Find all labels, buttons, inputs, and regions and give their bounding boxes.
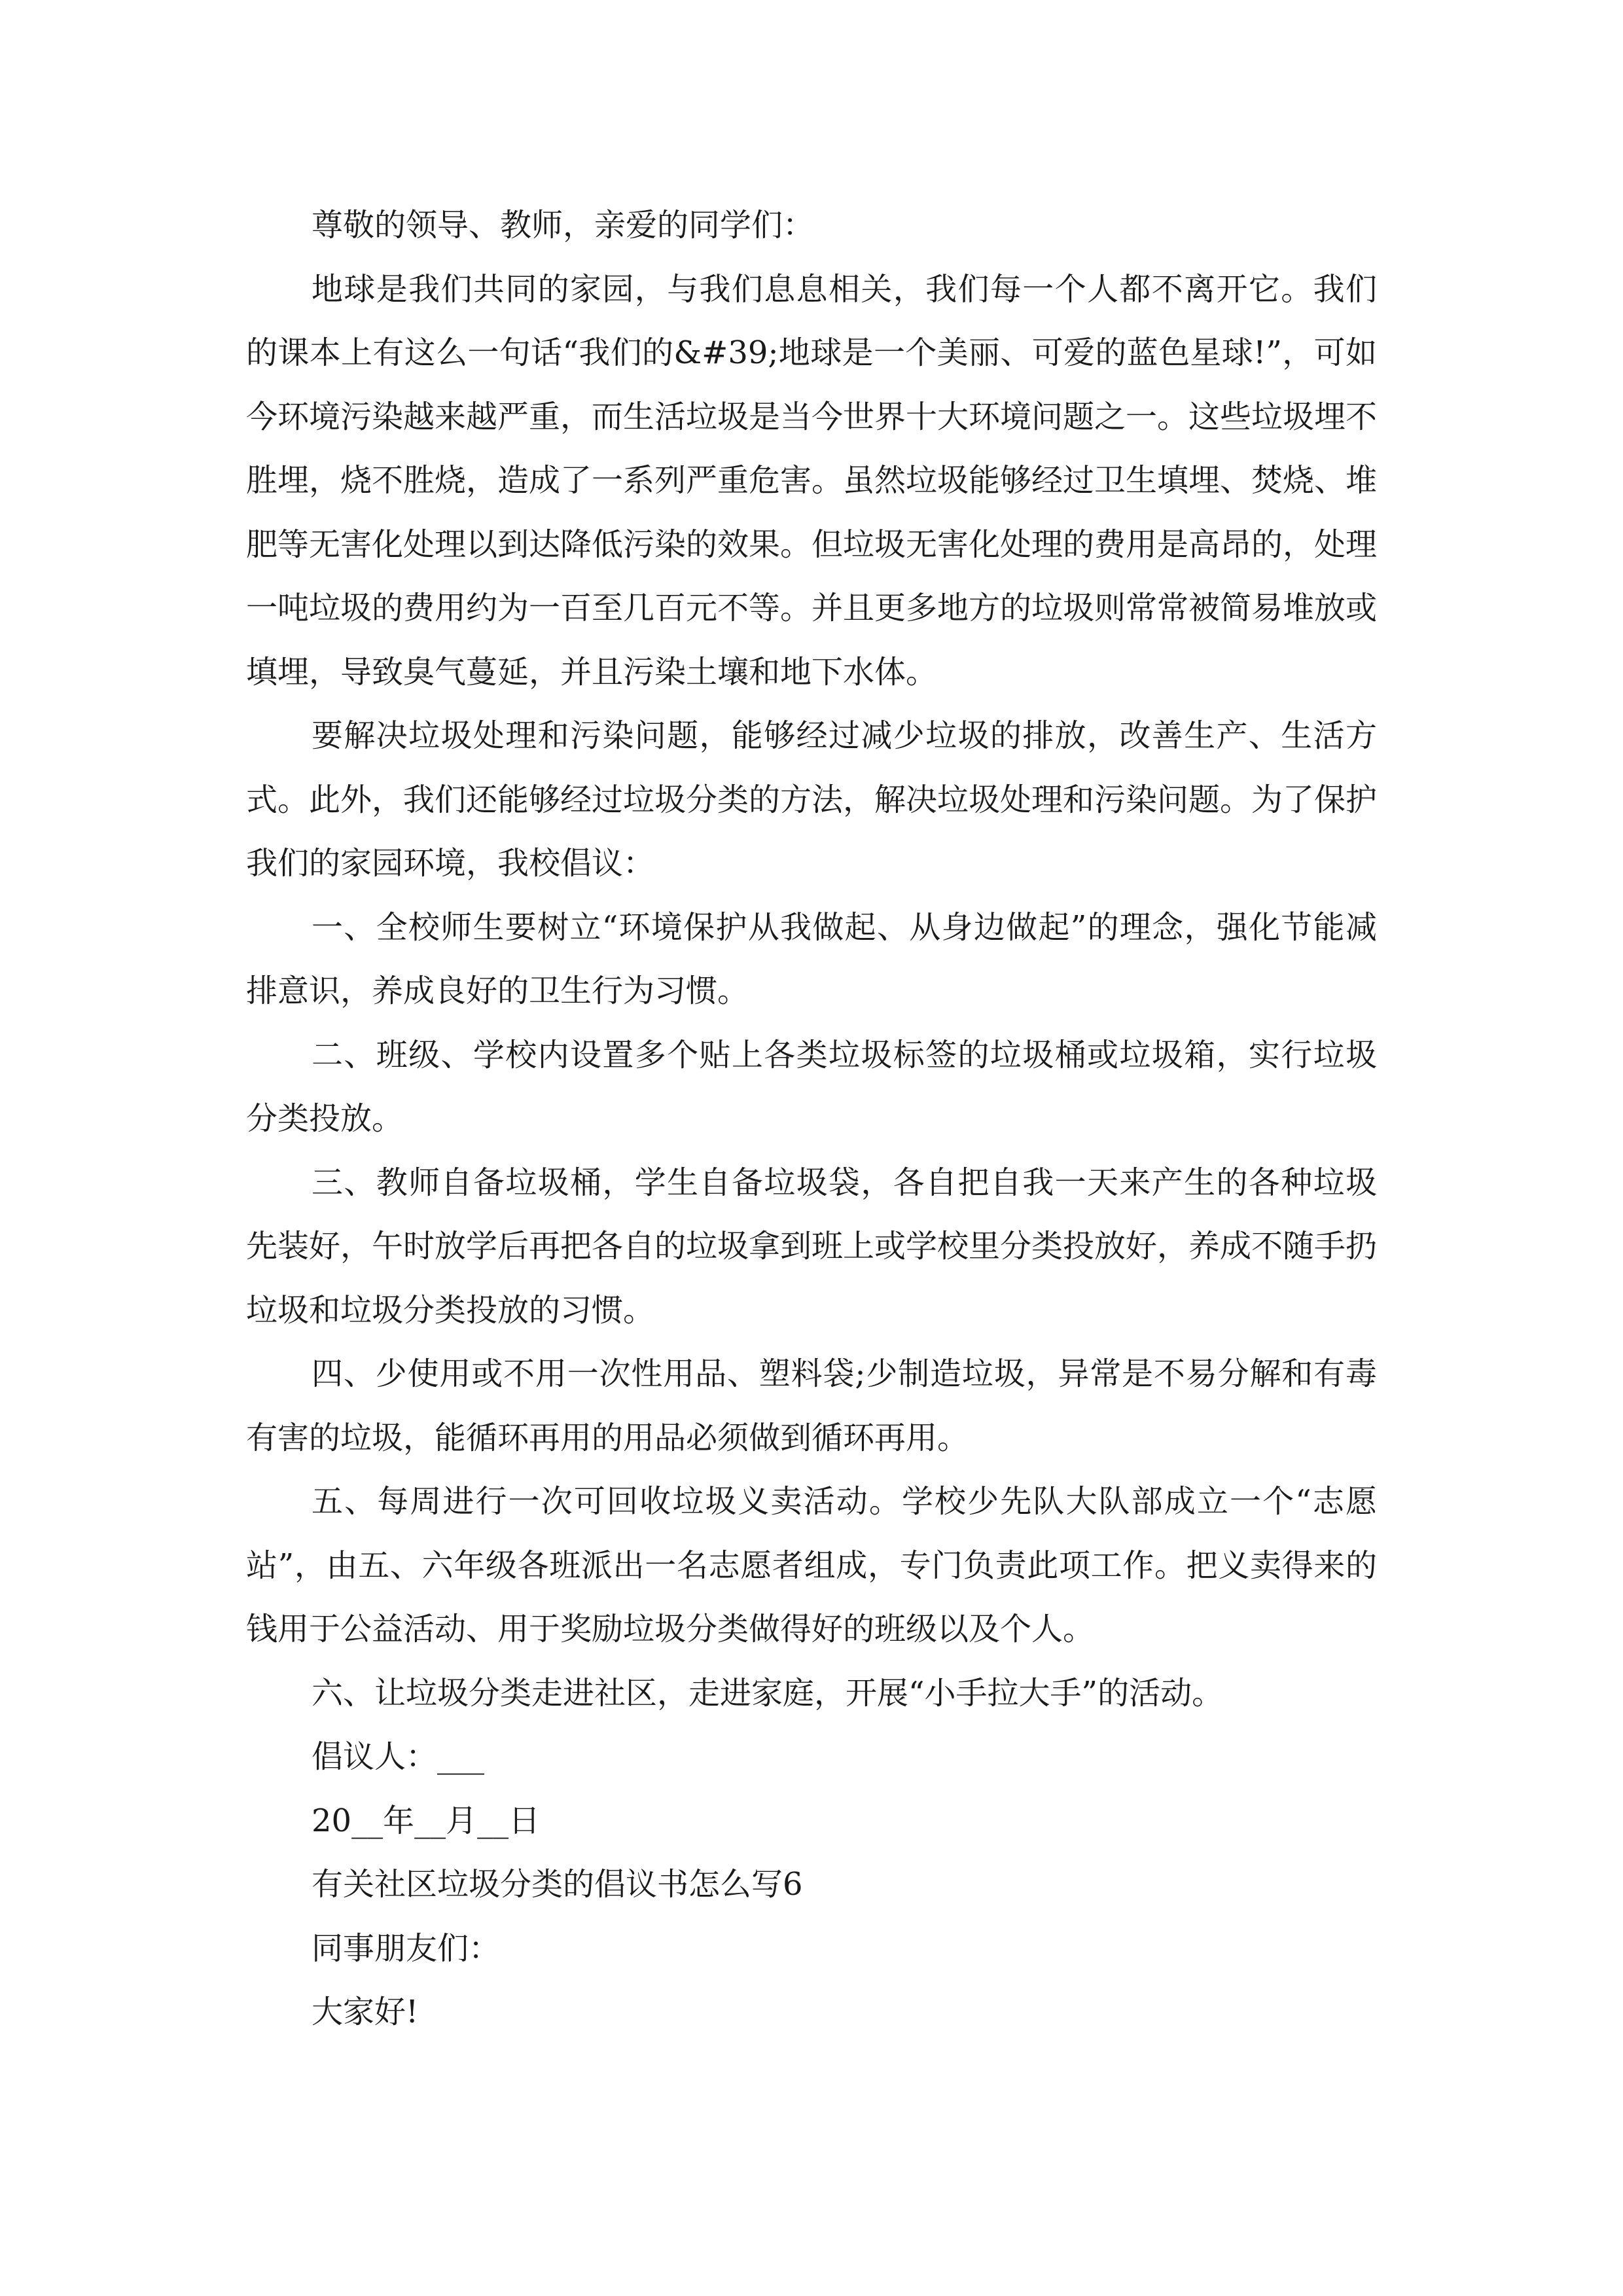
proposal-item-5: 五、每周进行一次可回收垃圾义卖活动。学校少先队大队部成立一个“志愿站”，由五、六年级各班派出一名志愿者组成，专门负责此项工作。把义卖得来的钱用于公益活动、用于奖励垃圾分类做得好的班级以及个人。 xyxy=(246,1483,1377,1647)
salutation: 尊敬的领导、教师，亲爱的同学们： xyxy=(312,207,815,243)
proposal-item-3: 三、教师自备垃圾桶，学生自备垃圾袋，各自把自我一天来产生的各种垃圾先装好，午时放学后再把各自的垃圾拿到班上或学校里分类投放好，养成不随手扔垃圾和垃圾分类投放的习惯。 xyxy=(246,1164,1378,1329)
proposal-item-4: 四、少使用或不用一次性用品、塑料袋;少制造垃圾，异常是不易分解和有毒有害的垃圾，能循环再用的用品必须做到循环再用。 xyxy=(246,1355,1377,1456)
date-line: 20__年__月__日 xyxy=(312,1802,541,1839)
proposal-item-1: 一、全校师生要树立“环境保护从我做起、从身边做起”的理念，强化节能减排意识，养成良好的卫生行为习惯。 xyxy=(246,908,1377,1009)
proposer-signature: 倡议人：___ xyxy=(312,1738,485,1775)
paragraph-1: 地球是我们共同的家园，与我们息息相关，我们每一个人都不离开它。我们的课本上有这么一句话“我们的&#39;地球是一个美丽、可爱的蓝色星球!”，可如今环境污染越来越严重，而生活垃圾是当今世界十大环境问题之一。这些垃圾埋不胜埋，烧不胜烧，造成了一系列严重危害。虽然垃圾能够经过卫生填埋、焚烧、堆肥等无害化处理以到达降低污染的效果。但垃圾无害化处理的费用是高昂的，处理一吨垃圾的费用约为一百至几百元不等。并且更多地方的垃圾则常常被简易堆放或填埋，导致臭气蔓延，并且污染土壤和地下水体。 xyxy=(246,270,1378,691)
next-salutation: 同事朋友们： xyxy=(312,1929,501,1967)
greeting: 大家好! xyxy=(312,1994,419,2030)
proposal-item-6: 六、让垃圾分类走进社区，走进家庭，开展“小手拉大手”的活动。 xyxy=(312,1674,1224,1712)
document-body xyxy=(246,194,1377,2045)
proposal-item-2: 二、班级、学校内设置多个贴上各类垃圾标签的垃圾桶或垃圾箱，实行垃圾分类投放。 xyxy=(246,1036,1377,1137)
paragraph-2: 要解决垃圾处理和污染问题，能够经过减少垃圾的排放，改善生产、生活方式。此外，我们还能够经过垃圾分类的方法，解决垃圾处理和污染问题。为了保护我们的家园环境，我校倡议： xyxy=(246,717,1378,882)
section-title: 有关社区垃圾分类的倡议书怎么写6 xyxy=(312,1866,803,1903)
